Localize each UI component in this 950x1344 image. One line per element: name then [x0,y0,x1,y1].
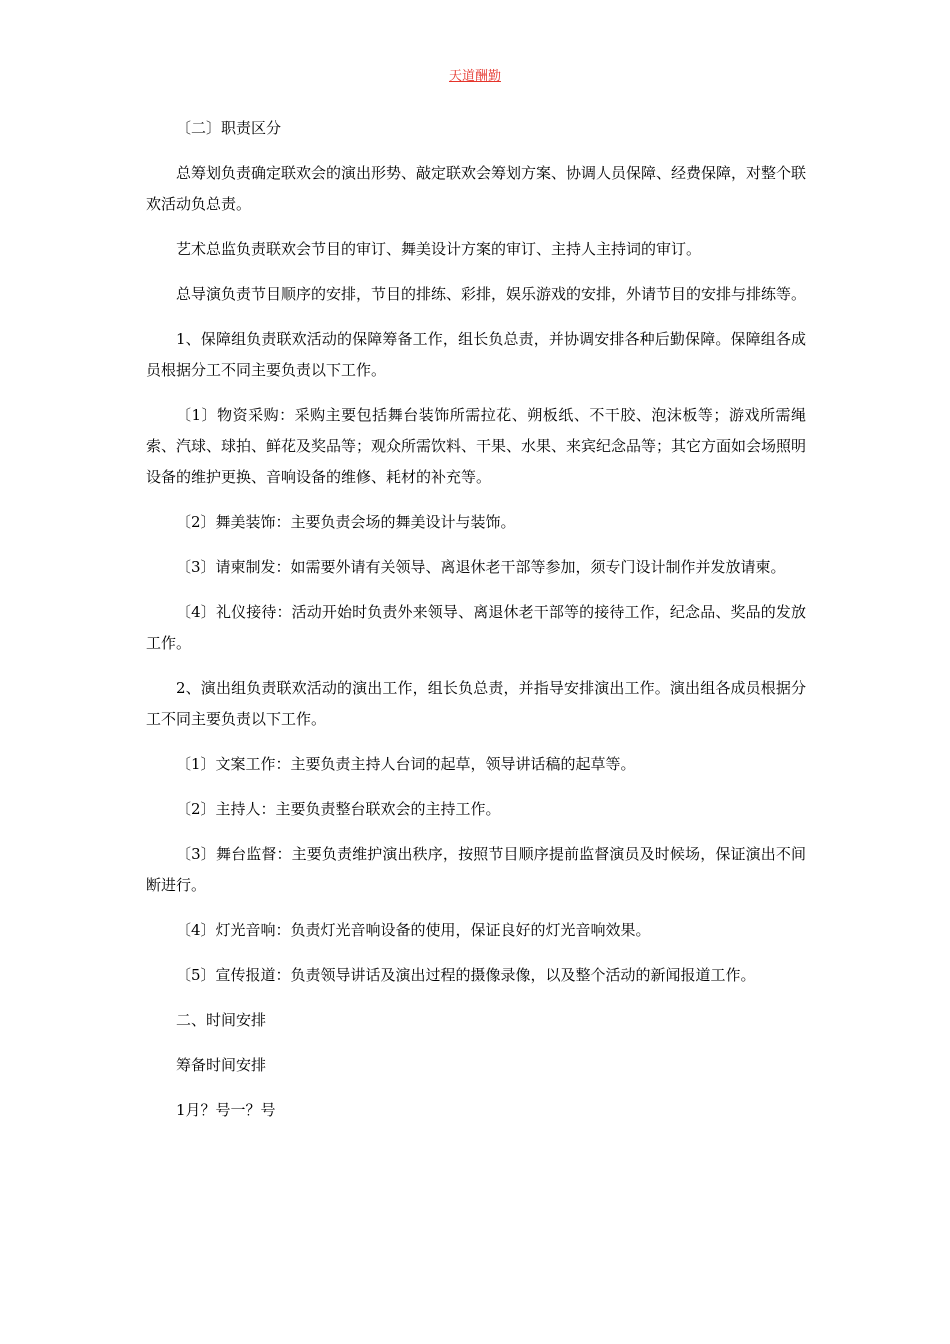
paragraph-stage-decoration: 〔2〕舞美装饰：主要负责会场的舞美设计与装饰。 [176,513,516,531]
paragraph-lighting-sound: 〔4〕灯光音响：负责灯光音响设备的使用，保证良好的灯光音响效果。 [176,921,651,939]
paragraph-reception: 〔4〕礼仪接待：活动开始时负责外来领导、离退休老干部等的接待工作，纪念品、奖品的发放工作。 [146,603,806,652]
section-heading-responsibilities: 〔二〕职责区分 [176,119,282,137]
paragraph-host: 〔2〕主持人：主要负责整台联欢会的主持工作。 [176,800,501,818]
paragraph-publicity: 〔5〕宣传报道：负责领导讲话及演出过程的摄像录像，以及整个活动的新闻报道工作。 [176,966,756,984]
paragraph-stage-supervision: 〔3〕舞台监督：主要负责维护演出秩序，按照节目顺序提前监督演员及时候场，保证演出不间断进行。 [146,845,806,894]
paragraph-invitations: 〔3〕请柬制发：如需要外请有关领导、离退休老干部等参加，须专门设计制作并发放请柬。 [176,558,786,576]
paragraph-art-director: 艺术总监负责联欢会节目的审订、舞美设计方案的审订、主持人主持词的审订。 [176,240,702,258]
paragraph-copywriting: 〔1〕文案工作：主要负责主持人台词的起草，领导讲话稿的起草等。 [176,755,636,773]
paragraph-chief-director: 总导演负责节目顺序的安排，节目的排练、彩排，娱乐游戏的安排，外请节目的安排与排练等。 [176,285,807,303]
paragraph-material-procurement: 〔1〕物资采购：采购主要包括舞台装饰所需拉花、朔板纸、不干胶、泡沫板等；游戏所需绳索、汽球、球拍、鲜花及奖品等；观众所需饮料、干果、水果、来宾纪念品等；其它方面如会场照明设备的维护更换、音响设备的维修、耗材的补充等。 [146,406,807,486]
section-heading-schedule: 二、时间安排 [176,1011,267,1029]
paragraph-date-range: 1月？号一？号 [176,1101,276,1119]
document-body [146,113,806,1126]
paragraph-chief-planner: 总筹划负责确定联欢会的演出形势、敲定联欢会筹划方案、协调人员保障、经费保障，对整个联欢活动负总责。 [146,164,807,213]
page-header: 天道酬勤 [448,69,501,84]
paragraph-support-group: 1、保障组负责联欢活动的保障筹备工作，组长负总责，并协调安排各种后勤保障。保障组各成员根据分工不同主要负责以下工作。 [146,330,806,379]
subheading-preparation-schedule: 筹备时间安排 [176,1056,267,1074]
paragraph-performance-group: 2、演出组负责联欢活动的演出工作，组长负总责，并指导安排演出工作。演出组各成员根据分工不同主要负责以下工作。 [146,679,806,728]
